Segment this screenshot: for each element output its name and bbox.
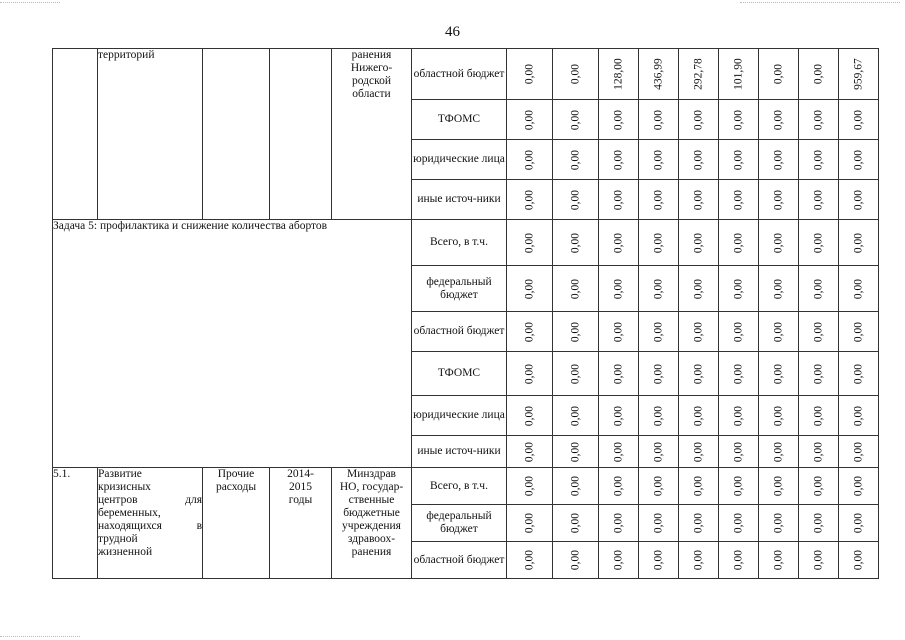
value-cell: 0,00 bbox=[599, 505, 639, 542]
source-label: федеральный бюджет bbox=[412, 266, 507, 312]
value-cell: 0,00 bbox=[719, 436, 759, 468]
scan-artifact bbox=[740, 2, 900, 4]
table-row bbox=[53, 49, 879, 100]
value-cell: 0,00 bbox=[639, 396, 679, 436]
value-cell: 0,00 bbox=[759, 468, 799, 505]
value-cell: 0,00 bbox=[679, 100, 719, 140]
item-name-line: находящихся в bbox=[98, 520, 202, 532]
executor-line: бюджетные bbox=[343, 507, 400, 519]
value-cell: 0,00 bbox=[639, 100, 679, 140]
value-cell: 0,00 bbox=[799, 180, 839, 220]
value-cell: 0,00 bbox=[839, 220, 879, 266]
value-cell: 0,00 bbox=[639, 505, 679, 542]
value-cell: 0,00 bbox=[553, 542, 599, 579]
value-cell: 0,00 bbox=[639, 542, 679, 579]
period-line: 2014- bbox=[287, 468, 314, 480]
value-cell: 0,00 bbox=[839, 266, 879, 312]
value-cell: 0,00 bbox=[759, 100, 799, 140]
value-cell: 0,00 bbox=[553, 312, 599, 352]
executor-line: ственные bbox=[348, 494, 395, 506]
executor-line: Минздрав bbox=[346, 468, 396, 480]
value-cell: 0,00 bbox=[719, 180, 759, 220]
executor-line: Нижего- bbox=[350, 62, 393, 74]
value-cell: 0,00 bbox=[507, 312, 553, 352]
value-cell: 0,00 bbox=[719, 542, 759, 579]
value-cell: 0,00 bbox=[639, 436, 679, 468]
item-name-cell bbox=[98, 468, 203, 579]
value-cell: 0,00 bbox=[553, 396, 599, 436]
value-cell: 0,00 bbox=[799, 100, 839, 140]
value-cell: 0,00 bbox=[759, 266, 799, 312]
value-cell: 0,00 bbox=[507, 542, 553, 579]
item-name-line: Развитие bbox=[98, 468, 142, 480]
value-cell: 0,00 bbox=[599, 396, 639, 436]
value-cell: 0,00 bbox=[799, 266, 839, 312]
value-cell: 0,00 bbox=[507, 468, 553, 505]
value-cell: 0,00 bbox=[507, 180, 553, 220]
executor-line: ранения bbox=[351, 546, 392, 558]
value-cell: 0,00 bbox=[759, 220, 799, 266]
value-cell: 0,00 bbox=[639, 140, 679, 180]
value-cell: 0,00 bbox=[679, 220, 719, 266]
scan-artifact bbox=[0, 2, 60, 4]
value-cell: 0,00 bbox=[839, 312, 879, 352]
item-number-cell bbox=[53, 468, 98, 579]
value-cell: 436,99 bbox=[639, 49, 679, 100]
value-cell: 0,00 bbox=[759, 140, 799, 180]
value-cell: 0,00 bbox=[799, 49, 839, 100]
value-cell: 0,00 bbox=[679, 396, 719, 436]
value-cell: 0,00 bbox=[639, 468, 679, 505]
value-cell: 0,00 bbox=[679, 352, 719, 396]
value-cell: 0,00 bbox=[639, 180, 679, 220]
value-cell: 0,00 bbox=[599, 312, 639, 352]
value-cell: 0,00 bbox=[679, 468, 719, 505]
value-cell: 0,00 bbox=[799, 352, 839, 396]
value-cell: 0,00 bbox=[679, 436, 719, 468]
item-name-line: жизненной bbox=[98, 546, 153, 558]
expense-type-line: Прочие bbox=[217, 468, 255, 480]
value-cell: 0,00 bbox=[839, 180, 879, 220]
value-cell: 0,00 bbox=[599, 468, 639, 505]
value-cell: 0,00 bbox=[639, 312, 679, 352]
value-cell: 0,00 bbox=[679, 180, 719, 220]
value-cell: 0,00 bbox=[507, 505, 553, 542]
source-label: иные источ-ники bbox=[412, 180, 507, 220]
value-cell: 0,00 bbox=[759, 436, 799, 468]
value-cell: 0,00 bbox=[553, 140, 599, 180]
value-cell: 0,00 bbox=[679, 266, 719, 312]
value-cell: 0,00 bbox=[839, 542, 879, 579]
value-cell: 0,00 bbox=[799, 140, 839, 180]
budget-table bbox=[52, 48, 879, 579]
value-cell: 0,00 bbox=[507, 140, 553, 180]
executor-cell bbox=[332, 49, 412, 220]
value-cell: 0,00 bbox=[679, 140, 719, 180]
value-cell: 0,00 bbox=[553, 436, 599, 468]
value-cell: 128,00 bbox=[599, 49, 639, 100]
value-cell: 959,67 bbox=[839, 49, 879, 100]
value-cell: 0,00 bbox=[759, 542, 799, 579]
period-cell bbox=[270, 49, 332, 220]
value-cell: 0,00 bbox=[759, 396, 799, 436]
value-cell: 0,00 bbox=[799, 505, 839, 542]
value-cell: 0,00 bbox=[799, 312, 839, 352]
value-cell: 0,00 bbox=[719, 140, 759, 180]
value-cell: 0,00 bbox=[599, 436, 639, 468]
period-line: 2015 bbox=[289, 481, 312, 493]
item-name-fragment: территорий bbox=[98, 49, 155, 61]
value-cell: 0,00 bbox=[679, 505, 719, 542]
value-cell: 0,00 bbox=[839, 436, 879, 468]
value-cell: 0,00 bbox=[719, 266, 759, 312]
value-cell: 0,00 bbox=[639, 220, 679, 266]
value-cell: 0,00 bbox=[553, 180, 599, 220]
value-cell: 0,00 bbox=[507, 266, 553, 312]
value-cell: 0,00 bbox=[719, 100, 759, 140]
item-name-cell bbox=[98, 49, 203, 220]
value-cell: 0,00 bbox=[759, 505, 799, 542]
value-cell: 0,00 bbox=[507, 220, 553, 266]
source-label: областной бюджет bbox=[412, 312, 507, 352]
value-cell: 0,00 bbox=[719, 312, 759, 352]
value-cell: 0,00 bbox=[599, 542, 639, 579]
page-number: 46 bbox=[445, 24, 460, 40]
value-cell: 0,00 bbox=[799, 542, 839, 579]
value-cell: 0,00 bbox=[639, 266, 679, 312]
value-cell: 0,00 bbox=[839, 140, 879, 180]
source-label: иные источ-ники bbox=[412, 436, 507, 468]
value-cell: 0,00 bbox=[759, 49, 799, 100]
value-cell: 0,00 bbox=[639, 352, 679, 396]
value-cell: 0,00 bbox=[507, 396, 553, 436]
value-cell: 0,00 bbox=[719, 468, 759, 505]
item-name-line: кризисных bbox=[98, 481, 151, 493]
executor-line: учреждения bbox=[342, 520, 401, 532]
executor-line: здравоох- bbox=[347, 533, 396, 545]
value-cell: 0,00 bbox=[799, 436, 839, 468]
item-name-line: беременных, bbox=[98, 507, 161, 519]
source-label: юридические лица bbox=[412, 396, 507, 436]
value-cell: 0,00 bbox=[553, 49, 599, 100]
executor-cell bbox=[332, 468, 412, 579]
expense-type-line: расходы bbox=[215, 481, 257, 493]
item-name-line: трудной bbox=[98, 533, 138, 545]
value-cell: 0,00 bbox=[599, 100, 639, 140]
value-cell: 292,78 bbox=[679, 49, 719, 100]
executor-line: родской bbox=[351, 75, 392, 87]
value-cell: 0,00 bbox=[799, 468, 839, 505]
value-cell: 0,00 bbox=[839, 468, 879, 505]
period-line: годы bbox=[288, 494, 313, 506]
table-row bbox=[53, 468, 879, 505]
value-cell: 0,00 bbox=[719, 352, 759, 396]
expense-type-cell bbox=[203, 468, 270, 579]
value-cell: 0,00 bbox=[679, 542, 719, 579]
table-row bbox=[53, 220, 879, 266]
value-cell: 0,00 bbox=[507, 49, 553, 100]
source-label: федеральный бюджет bbox=[412, 505, 507, 542]
value-cell: 0,00 bbox=[553, 352, 599, 396]
source-label: областной бюджет bbox=[412, 542, 507, 579]
value-cell: 0,00 bbox=[759, 352, 799, 396]
value-cell: 101,90 bbox=[719, 49, 759, 100]
value-cell: 0,00 bbox=[599, 352, 639, 396]
item-name-line: центров для bbox=[98, 494, 202, 506]
source-label: юридические лица bbox=[412, 140, 507, 180]
source-label: ТФОМС bbox=[412, 100, 507, 140]
value-cell: 0,00 bbox=[719, 220, 759, 266]
value-cell: 0,00 bbox=[507, 100, 553, 140]
value-cell: 0,00 bbox=[679, 312, 719, 352]
value-cell: 0,00 bbox=[553, 220, 599, 266]
value-cell: 0,00 bbox=[799, 396, 839, 436]
item-number: 5.1. bbox=[53, 468, 71, 480]
value-cell: 0,00 bbox=[799, 220, 839, 266]
value-cell: 0,00 bbox=[759, 312, 799, 352]
value-cell: 0,00 bbox=[599, 220, 639, 266]
value-cell: 0,00 bbox=[507, 352, 553, 396]
executor-line: области bbox=[352, 88, 391, 100]
value-cell: 0,00 bbox=[719, 505, 759, 542]
item-number-cell bbox=[53, 49, 98, 220]
source-label: областной бюджет bbox=[412, 49, 507, 100]
value-cell: 0,00 bbox=[553, 266, 599, 312]
value-cell: 0,00 bbox=[599, 266, 639, 312]
value-cell: 0,00 bbox=[839, 352, 879, 396]
value-cell: 0,00 bbox=[759, 180, 799, 220]
value-cell: 0,00 bbox=[599, 140, 639, 180]
source-label: Всего, в т.ч. bbox=[412, 220, 507, 266]
source-label: Всего, в т.ч. bbox=[412, 468, 507, 505]
value-cell: 0,00 bbox=[839, 100, 879, 140]
expense-type-cell bbox=[203, 49, 270, 220]
value-cell: 0,00 bbox=[839, 505, 879, 542]
value-cell: 0,00 bbox=[839, 396, 879, 436]
executor-line: ранения bbox=[351, 49, 392, 61]
value-cell: 0,00 bbox=[599, 180, 639, 220]
period-cell bbox=[270, 468, 332, 579]
value-cell: 0,00 bbox=[553, 468, 599, 505]
scan-artifact bbox=[0, 636, 80, 638]
value-cell: 0,00 bbox=[507, 436, 553, 468]
value-cell: 0,00 bbox=[553, 100, 599, 140]
task-title-cell bbox=[53, 220, 412, 468]
value-cell: 0,00 bbox=[553, 505, 599, 542]
source-label: ТФОМС bbox=[412, 352, 507, 396]
task-title: Задача 5: профилактика и снижение количества абортов bbox=[53, 220, 328, 232]
executor-line: НО, государ- bbox=[339, 481, 404, 493]
value-cell: 0,00 bbox=[719, 396, 759, 436]
